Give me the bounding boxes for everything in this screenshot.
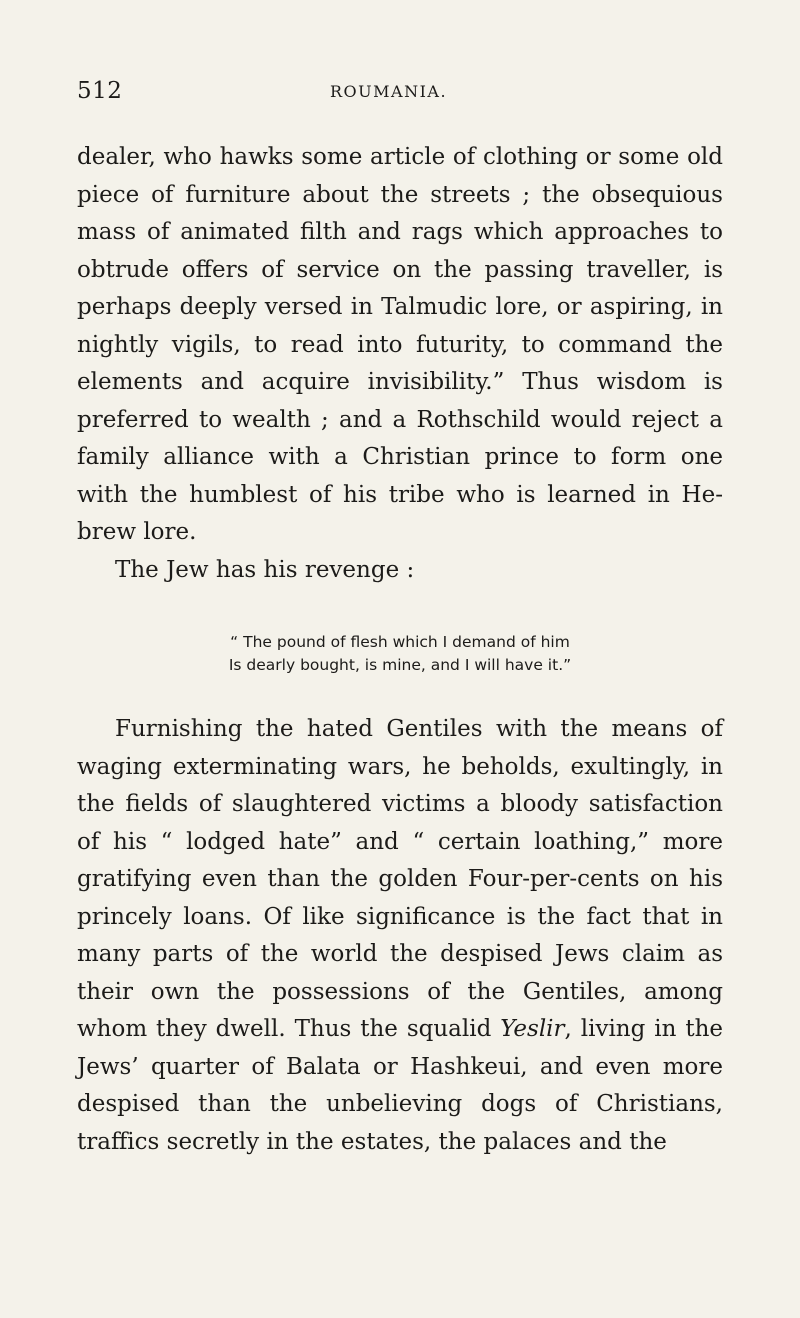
paragraph-furnishing-part-2: , living in the Jews’ quarter of Balata or Hashkeui, and even more despised than the unbelieving dogs of Christians, traffics secretly in the estates, the palaces and the [77, 1016, 723, 1155]
quote-line-1: “ The pound of flesh which I demand of him [230, 633, 570, 651]
block-quote [77, 631, 723, 677]
text-block-top [77, 139, 723, 589]
text-block-bottom [77, 711, 723, 1161]
paragraph-continued: dealer, who hawks some article of clothing or some old piece of furniture about the streets ; the obsequious mass of animated filth and rags which approaches to obtrude offers of service on the passing traveller, is perhaps deeply versed in Talmudic lore, or aspiring, in nightly vigils, to read into futurity, to command the elements and acquire invisibility.” Thus wisdom is preferred to wealth ; and a Rothschild would reject a family alliance with a Christian prince to form one with the humblest of his tribe who is learned in He-brew lore. [77, 144, 723, 545]
page-header [77, 78, 723, 112]
quote-line-2: Is dearly bought, is mine, and I will have it.” [228, 656, 572, 674]
paragraph-revenge: The Jew has his revenge : [115, 556, 415, 583]
paragraph-furnishing [77, 711, 723, 1161]
page-number: 512 [77, 78, 123, 104]
paragraph-furnishing-part-1: Furnishing the hated Gentiles with the means of waging exterminating wars, he beholds, exultingly, in the fields of slaughtered victims a bloody satisfaction of his “ lodged hate” and “ certain loathing,” more gratifying even than the golden Four-per-cents on his princely loans. Of like significance is the fact that in many parts of the world the despised Jews claim as their own the possessions of the Gentiles, among whom they dwell. Thus the squalid [77, 716, 723, 1042]
running-head: ROUMANIA. [330, 82, 448, 101]
italic-term-yeslir: Yeslir [500, 1016, 565, 1042]
